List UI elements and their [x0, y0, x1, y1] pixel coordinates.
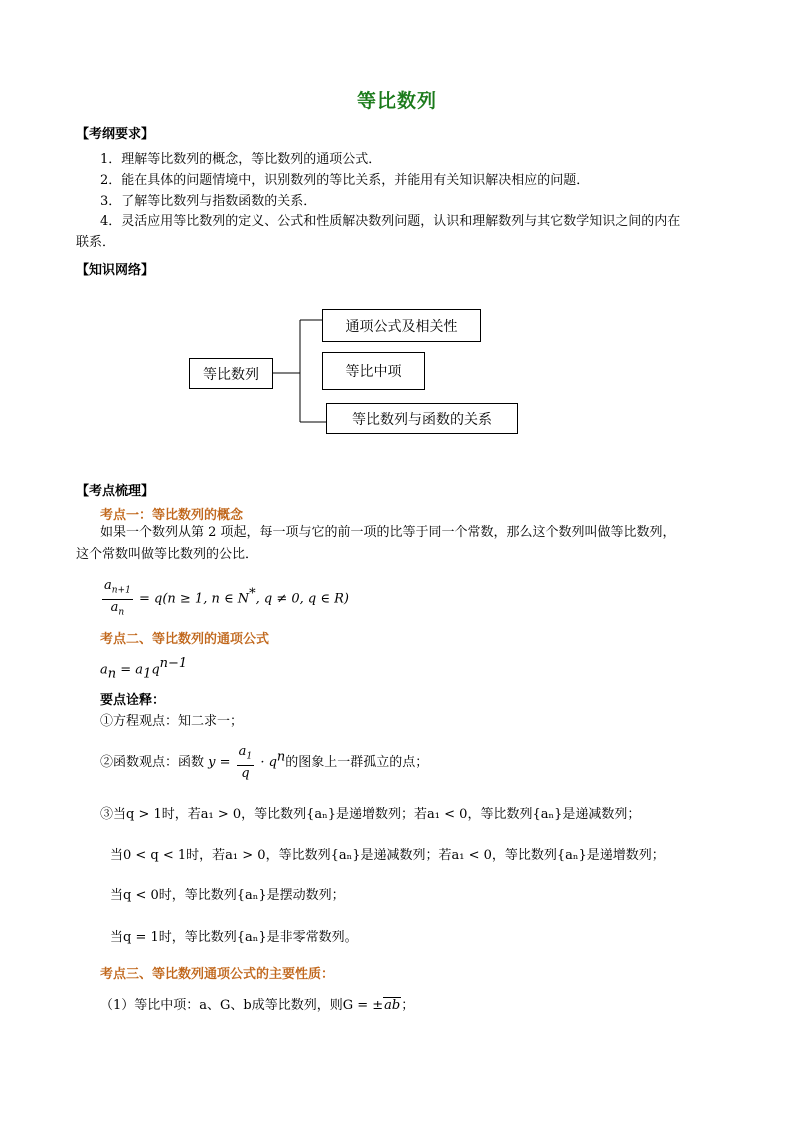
- point2-formula: $a_n = a_1q^{n-1}$: [100, 656, 188, 682]
- note-item: 当q = 1时，等比数列{aₙ}是非零常数列。: [110, 930, 358, 945]
- point1-title: 考点一：等比数列的概念: [100, 508, 244, 523]
- point1-formula: $\frac{a_{n+1}}{a_n}$ = q(n ≥ 1, n ∈ N*, q ≠ 0, q ∈ R): [100, 578, 349, 620]
- network-branch-box: 通项公式及相关性: [322, 309, 481, 342]
- network-connectors: [0, 0, 794, 460]
- network-heading: 【知识网络】: [76, 263, 155, 278]
- point1-text: 如果一个数列从第 2 项起，每一项与它的前一项的比等于同一个常数，那么这个数列叫做等比数列，: [100, 525, 676, 540]
- point3-title: 考点三、等比数列通项公式的主要性质：: [100, 967, 335, 982]
- requirements-heading: 【考纲要求】: [76, 127, 155, 142]
- formula-fraction: $\frac{a_{n+1}}{a_n}$: [104, 578, 131, 618]
- point3-item: （1）等比中项：a、G、b成等比数列，则G = ±ab；: [100, 998, 415, 1013]
- formula-fraction: $\frac{a_1}{q}$: [238, 744, 253, 781]
- sqrt-expression: ab: [384, 998, 401, 1013]
- page-title: 等比数列: [356, 90, 437, 112]
- note-item: ②函数观点：函数 y = $\frac{a_1}{q}$ · $q^n$的图象上一群孤立的点；: [100, 744, 429, 781]
- requirement-item: 3．了解等比数列与指数函数的关系．: [100, 194, 317, 209]
- point1-text: 这个常数叫做等比数列的公比．: [76, 547, 259, 562]
- notes-heading: 要点诠释：: [100, 693, 166, 708]
- points-heading: 【考点梳理】: [76, 484, 155, 499]
- requirement-item: 4．灵活应用等比数列的定义、公式和性质解决数列问题，认识和理解数列与其它数学知识之间的内在: [100, 214, 681, 229]
- network-root-box: 等比数列: [189, 358, 273, 389]
- point2-title: 考点二、等比数列的通项公式: [100, 632, 270, 647]
- requirement-item: 2．能在具体的问题情境中，识别数列的等比关系，并能用有关知识解决相应的问题．: [100, 173, 590, 188]
- note-item: 当q < 0时，等比数列{aₙ}是摆动数列；: [110, 888, 345, 903]
- note-item: ①方程观点：知二求一；: [100, 714, 244, 729]
- note-item: 当0 < q < 1时，若a₁ > 0，等比数列{aₙ}是递减数列；若a₁ < 0，等比数列{aₙ}是递增数列；: [110, 848, 665, 863]
- network-branch-box: 等比数列与函数的关系: [326, 403, 518, 434]
- requirement-item: 联系．: [76, 235, 116, 250]
- note-item: ③当q > 1时，若a₁ > 0，等比数列{aₙ}是递增数列；若a₁ < 0，等比数列{aₙ}是递减数列；: [100, 807, 641, 822]
- network-branch-box: 等比中项: [322, 352, 425, 390]
- requirement-item: 1．理解等比数列的概念，等比数列的通项公式．: [100, 152, 382, 167]
